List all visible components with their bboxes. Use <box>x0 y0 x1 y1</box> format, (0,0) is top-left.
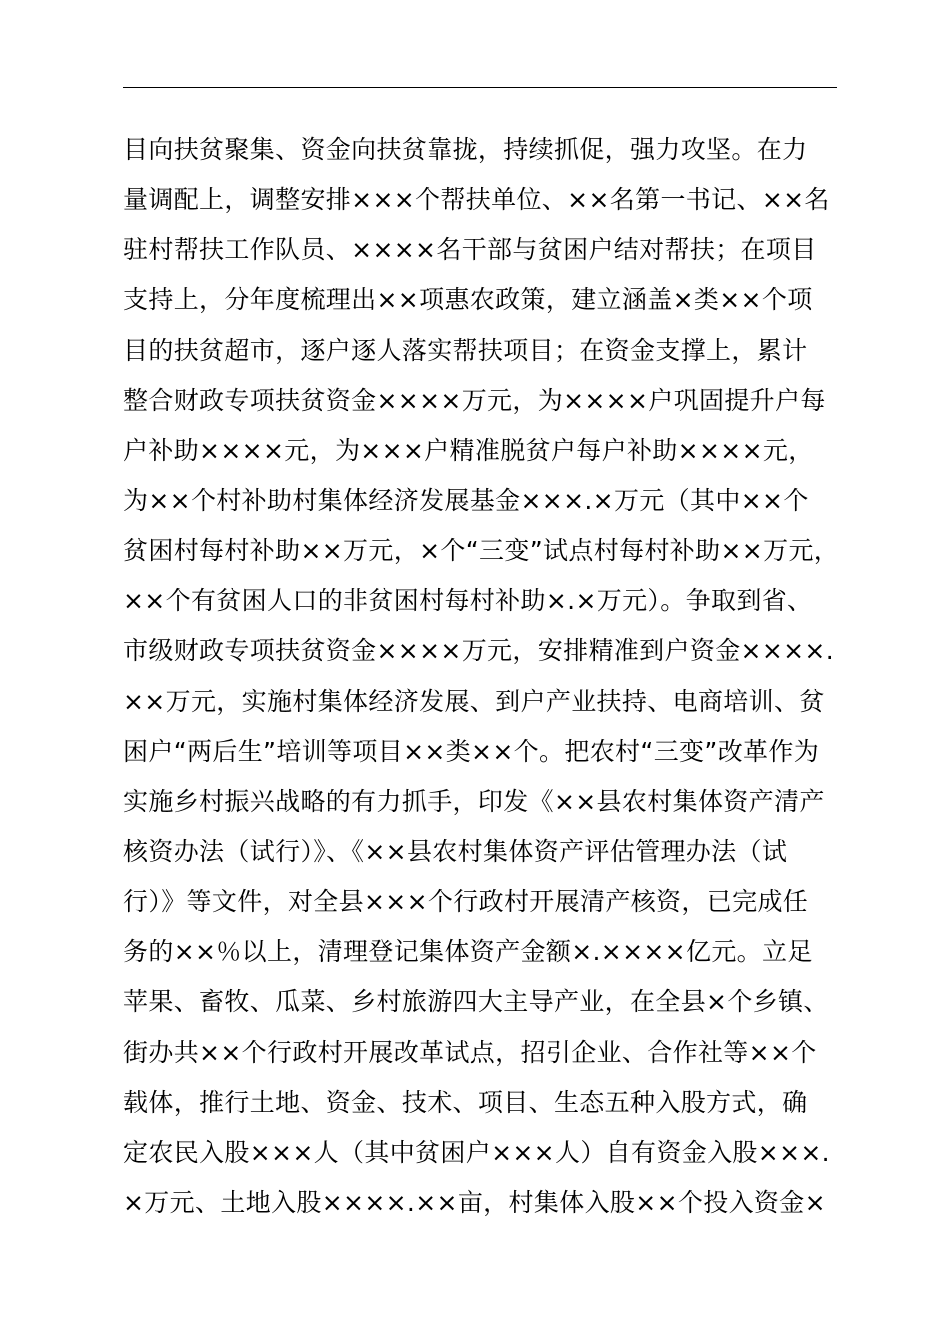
text-line: ××个有贫困人口的非贫困村每村补助×.×万元）。争取到省、 <box>123 586 813 616</box>
text-line: 户补助××××元，为×××户精准脱贫户每户补助××××元， <box>123 435 814 465</box>
text-line: 整合财政专项扶贫资金××××万元，为××××户巩固提升户每 <box>123 385 826 415</box>
text-line: 困户“两后生”培训等项目××类××个。把农村“三变”改革作为 <box>123 736 820 766</box>
text-line: 市级财政专项扶贫资金××××万元，安排精准到户资金××××. <box>123 636 835 666</box>
text-line: 务的××％以上，清理登记集体资产金额×.××××亿元。立足 <box>123 937 813 967</box>
text-line: ××万元，实施村集体经济发展、到户产业扶持、电商培训、贫 <box>123 686 825 716</box>
text-line: 行）》等文件，对全县×××个行政村开展清产核资，已完成任 <box>123 887 809 917</box>
text-line: 驻村帮扶工作队员、××××名干部与贫困户结对帮扶；在项目 <box>123 235 817 265</box>
text-line: 支持上，分年度梳理出××项惠农政策，建立涵盖×类××个项 <box>123 285 813 315</box>
text-line: 目向扶贫聚集、资金向扶贫靠拢，持续抓促，强力攻坚。在力 <box>123 135 808 164</box>
text-line: 街办共××个行政村开展改革试点，招引企业、合作社等××个 <box>123 1037 817 1067</box>
text-line: 量调配上，调整安排×××个帮扶单位、××名第一书记、××名 <box>123 185 830 215</box>
text-line: 贫困村每村补助××万元，×个“三变”试点村每村补助××万元， <box>123 536 840 566</box>
text-line: 核资办法（试行）》、《××县农村集体资产评估管理办法（试 <box>123 836 788 866</box>
text-line: ×万元、土地入股××××.××亩，村集体入股××个投入资金× <box>123 1187 826 1217</box>
text-line: 载体，推行土地、资金、技术、项目、生态五种入股方式，确 <box>123 1087 808 1117</box>
body-paragraph <box>123 125 843 1228</box>
text-line: 为××个村补助村集体经济发展基金×××.×万元（其中××个 <box>123 485 809 515</box>
text-line: 实施乡村振兴战略的有力抓手，印发《××县农村集体资产清产 <box>123 786 825 816</box>
text-line: 苹果、畜牧、瓜菜、乡村旅游四大主导产业，在全县×个乡镇、 <box>123 987 829 1017</box>
text-line: 目的扶贫超市，逐户逐人落实帮扶项目；在资金支撑上，累计 <box>123 335 808 365</box>
text-line: 定农民入股×××人（其中贫困户×××人）自有资金入股×××. <box>123 1137 830 1167</box>
header-rule <box>123 87 837 88</box>
